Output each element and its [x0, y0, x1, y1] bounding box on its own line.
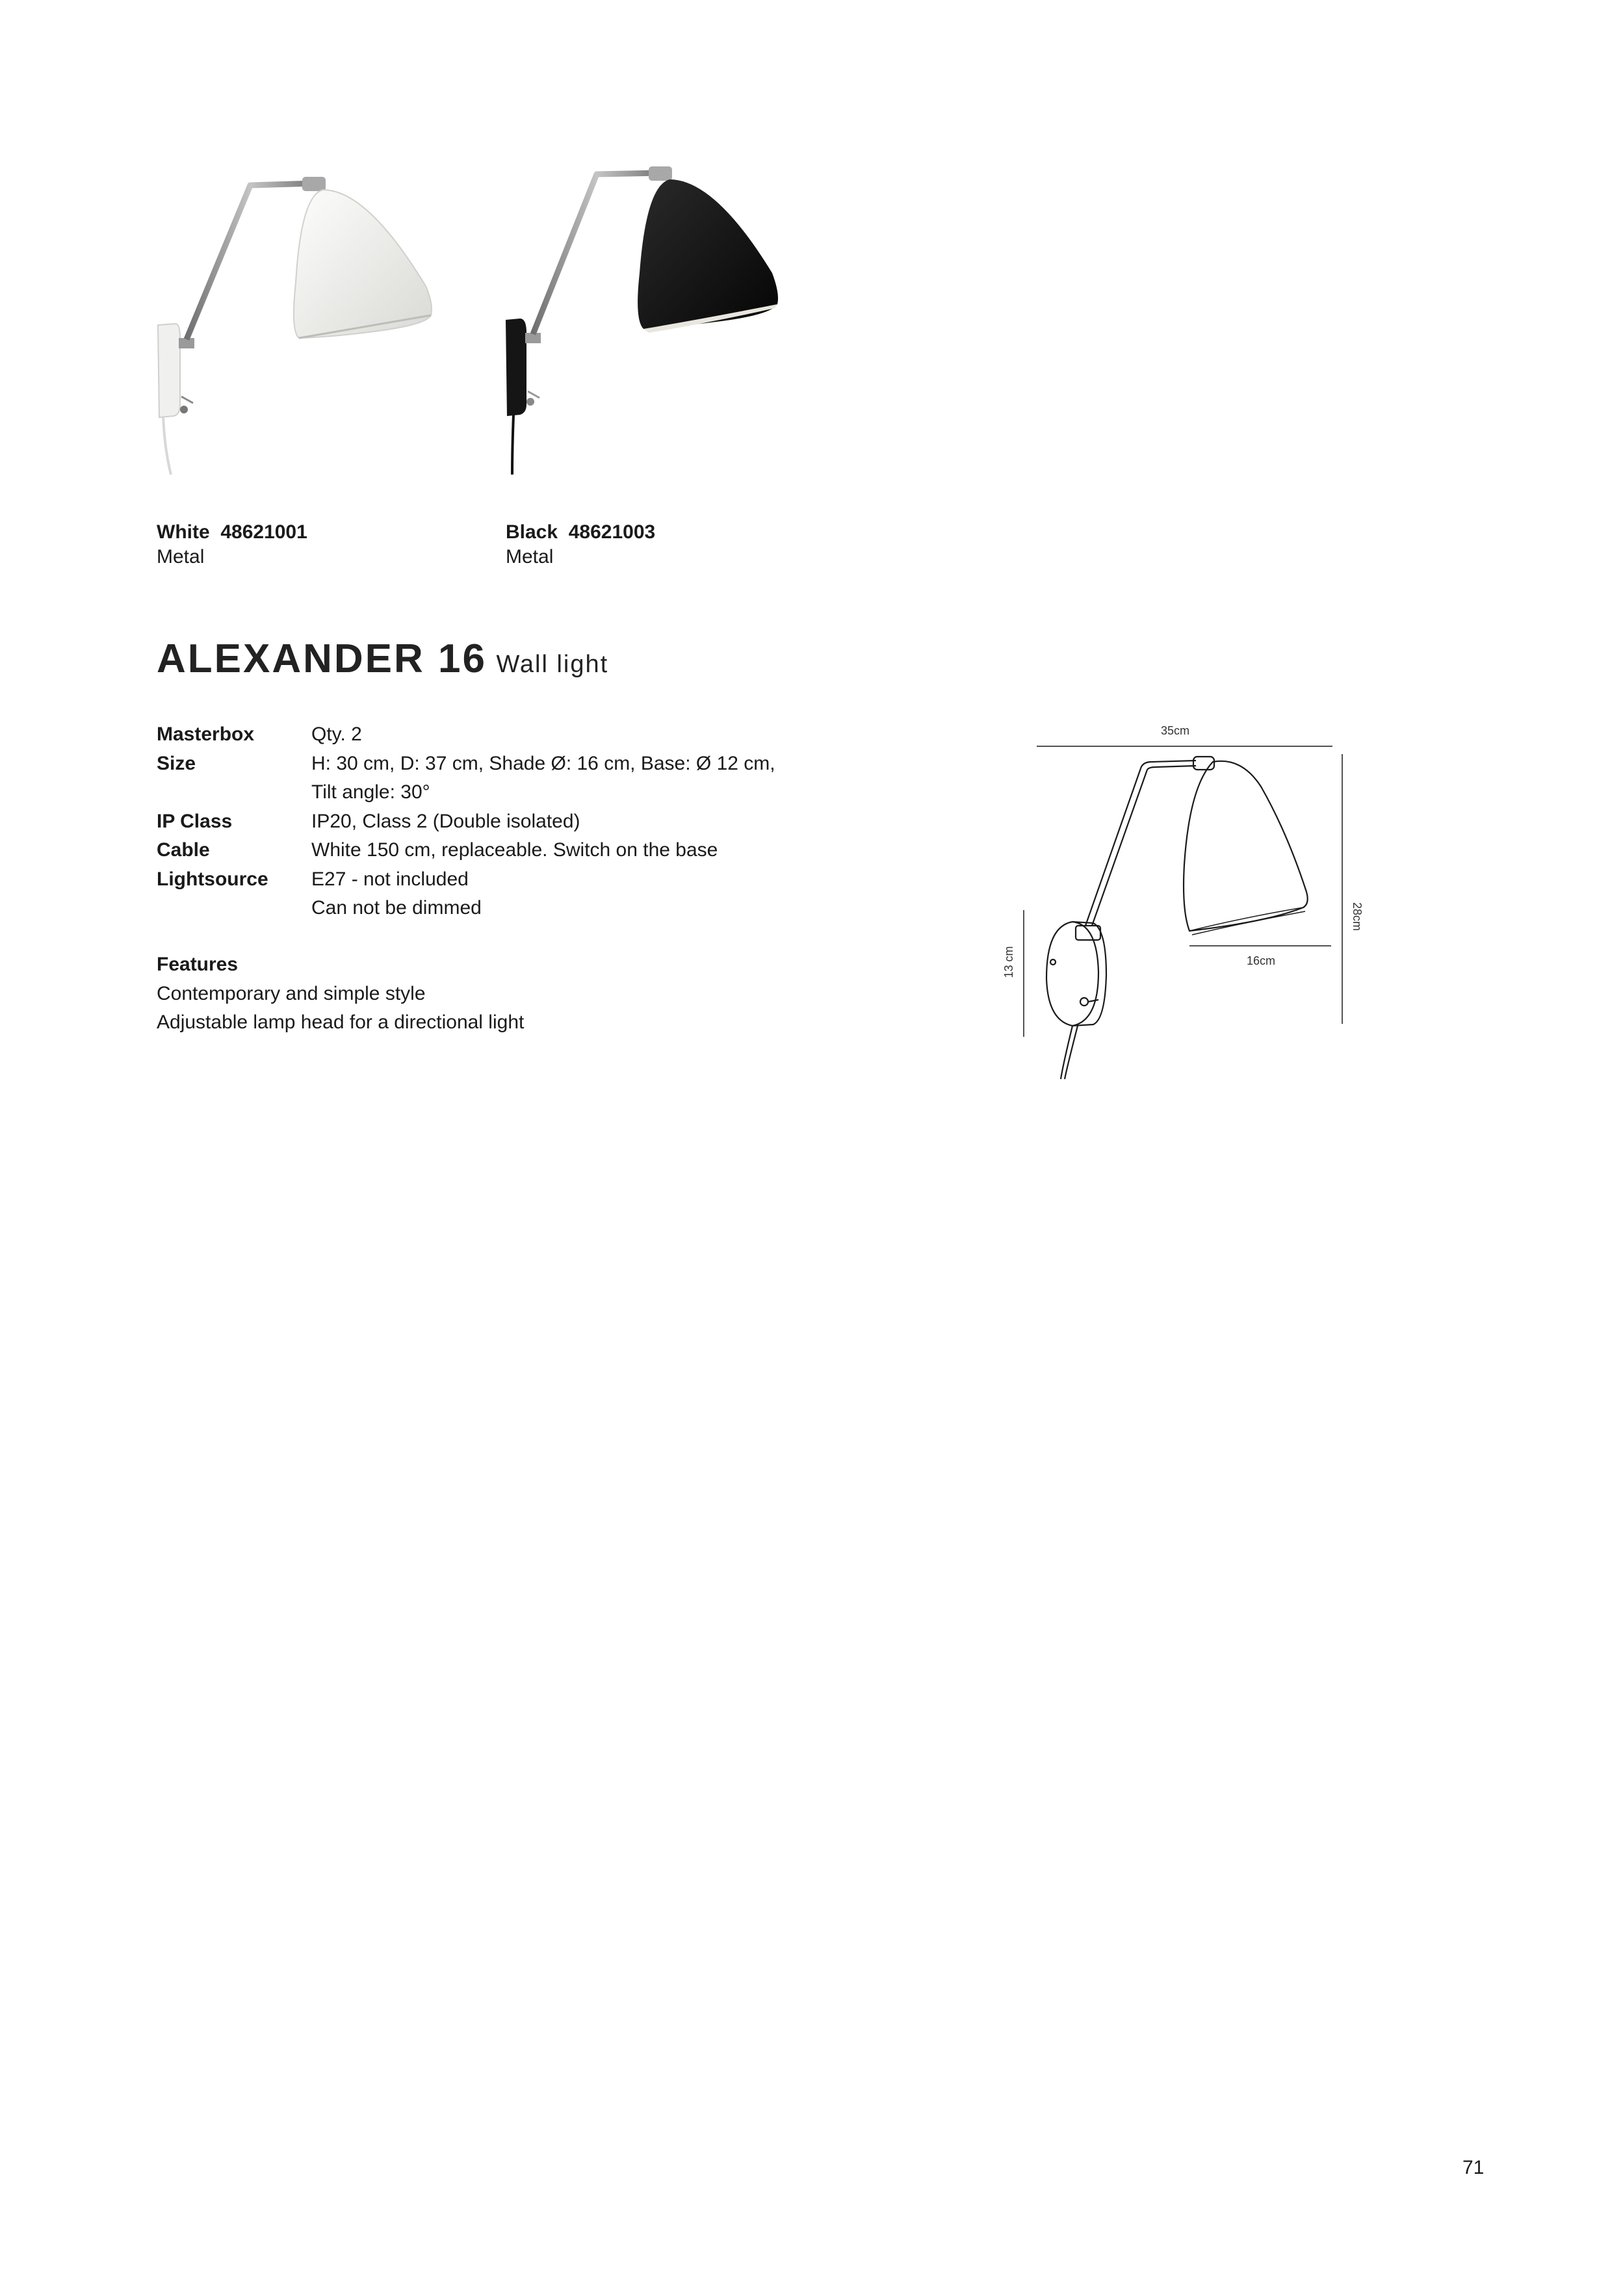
spec-row-size-continued: [157, 778, 775, 807]
spec-table: [157, 720, 775, 923]
spec-value: IP20, Class 2 (Double isolated): [311, 810, 580, 832]
spec-value: E27 - not included: [311, 868, 469, 890]
spec-row-lightsource: [157, 865, 775, 894]
base-plate-outline: [1046, 922, 1072, 1026]
product-photo-white: [140, 150, 458, 488]
spec-label: Masterbox: [157, 724, 255, 745]
variant-black-material: Metal: [506, 546, 554, 567]
spec-label: Lightsource: [157, 868, 268, 890]
spec-row-lightsource-continued: [157, 894, 775, 923]
variant-black: [506, 520, 655, 569]
variant-black-title: [506, 520, 655, 545]
variant-white-color: White: [157, 521, 210, 543]
page-number: 71: [1462, 2157, 1485, 2178]
variant-white-code: 48621001: [220, 521, 307, 543]
spec-value: Can not be dimmed: [311, 897, 482, 919]
spec-row-ip-class: [157, 807, 775, 837]
features-title: Features: [157, 954, 239, 975]
spec-value: H: 30 cm, D: 37 cm, Shade Ø: 16 cm, Base: Ø 12 cm,: [311, 752, 775, 774]
variant-black-code: 48621003: [568, 521, 656, 543]
product-name: ALEXANDER 16: [157, 636, 487, 681]
spec-label: IP Class: [157, 810, 233, 832]
spec-row-masterbox: [157, 720, 775, 750]
height-label: 28cm: [1351, 902, 1364, 932]
spec-value: Tilt angle: 30°: [311, 781, 430, 803]
feature-item: Adjustable lamp head for a directional light: [157, 1011, 525, 1033]
arm-outline: [1085, 768, 1141, 926]
features-section: [157, 950, 524, 1037]
base-label: 13 cm: [1002, 946, 1015, 978]
spec-label-empty: [157, 894, 311, 923]
product-type: Wall light: [496, 651, 609, 678]
shade-label: 16cm: [1246, 954, 1276, 967]
variant-white-material: Metal: [157, 546, 205, 567]
spec-label: Cable: [157, 839, 210, 861]
feature-item: Contemporary and simple style: [157, 982, 426, 1004]
shade-outline: [1184, 761, 1308, 931]
spec-row-cable: [157, 836, 775, 865]
spec-row-size: [157, 750, 775, 779]
variant-black-color: Black: [506, 521, 558, 543]
spec-label-empty: [157, 778, 311, 807]
product-heading: [157, 636, 608, 682]
variant-white: [157, 520, 307, 569]
product-photo-black: [487, 150, 806, 488]
width-label: 35cm: [1160, 724, 1190, 737]
spec-label: Size: [157, 752, 196, 774]
spec-value: White 150 cm, replaceable. Switch on the base: [311, 839, 718, 861]
variant-white-title: [157, 520, 307, 545]
spec-value: Qty. 2: [311, 724, 362, 745]
dimension-drawing: [975, 715, 1391, 1092]
